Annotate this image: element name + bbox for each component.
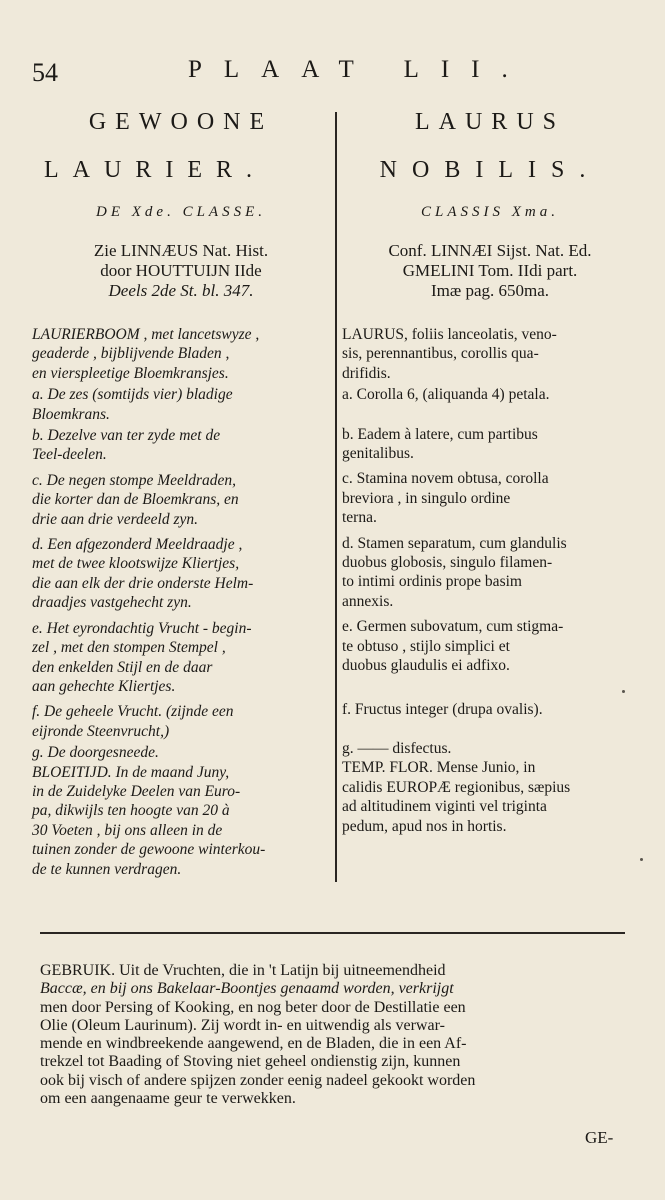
catchword: GE- — [585, 1128, 614, 1147]
left-item-line: Bloemkrans. — [32, 405, 110, 423]
left-classe: DE Xde. CLASSE. — [96, 204, 266, 220]
right-classe: CLASSIS Xma. — [421, 204, 559, 220]
right-item-line: g. —— disfectus. — [342, 739, 452, 757]
right-ref-line1: Conf. LINNÆI Sijst. Nat. Ed. — [388, 241, 592, 260]
horizontal-rule — [40, 932, 625, 934]
right-column-header — [342, 104, 638, 221]
usage-line: om een aangenaame geur te verwekken. — [40, 1090, 296, 1108]
right-item-line: ad altitudinem viginti vel triginta — [342, 798, 547, 816]
right-ref-line2: GMELINI Tom. IIdi part. — [402, 261, 578, 280]
left-column-header — [32, 104, 330, 221]
left-item-line: tuinen zonder de gewoone winterkou- — [32, 841, 266, 859]
page-number: 54 — [32, 58, 58, 87]
right-item-line: to intimi ordinis prope basim — [342, 573, 522, 591]
right-item-line: f. Fructus integer (drupa ovalis). — [342, 700, 543, 718]
right-item-line: duobus globosis, singulo filamen- — [342, 554, 553, 572]
right-item-line: duobus glaudulis ei adfixo. — [342, 657, 510, 675]
plate-heading: PLAAT LII. — [188, 56, 530, 83]
right-item-line: b. Eadem à latere, cum partibus — [342, 425, 538, 443]
column-divider — [335, 112, 337, 882]
left-title-line1: GEWOONE — [88, 109, 274, 135]
left-item-line: en vierspleetige Bloemkransjes. — [32, 364, 229, 382]
usage-line: GEBRUIK. Uit de Vruchten, die in 't Latijn bij uitneemendheid — [40, 962, 446, 979]
left-item-line: draadjes vastgehecht zyn. — [32, 594, 192, 612]
left-item-g — [32, 743, 330, 762]
left-item-line: c. De negen stompe Meeldraden, — [32, 471, 237, 489]
right-item-line: LAURUS, foliis lanceolatis, veno- — [342, 326, 557, 343]
right-title-line2: NOBILIS. — [379, 157, 601, 183]
right-description — [342, 325, 638, 836]
left-item-line: den enkelden Stijl en de daar — [32, 658, 213, 676]
usage-line: mende en windbreekende aangewend, en de Bladen, die in een Af- — [40, 1035, 467, 1053]
left-item-b — [32, 426, 330, 465]
left-item-f — [32, 702, 330, 741]
left-item-line: BLOEITIJD. In de maand Juny, — [32, 763, 230, 781]
right-title-line1: LAURUS — [414, 109, 565, 135]
left-item-line: met de twee klootswijze Kliertjes, — [32, 555, 240, 573]
right-item-line: c. Stamina novem obtusa, corolla — [342, 470, 549, 488]
usage-line: Baccæ, en bij ons Bakelaar-Boontjes genaamd worden, verkrijgt — [40, 980, 454, 998]
right-ref-line3: Imæ pag. 650ma. — [430, 281, 550, 300]
right-flowering-time — [342, 758, 638, 836]
right-item-line: drifidis. — [342, 364, 391, 382]
left-item-line: LAURIERBOOM , met lancetswyze , — [32, 326, 260, 343]
left-ref-line2: door HOUTTUIJN IIde — [100, 261, 262, 280]
usage-line: trekzel tot Baading of Stoving niet geheel ondienstig zijn, kunnen — [40, 1053, 461, 1071]
right-item-main — [342, 325, 638, 383]
right-item-line: e. Germen subovatum, cum stigma- — [342, 618, 564, 636]
left-item-e — [32, 619, 330, 697]
right-item-line: pedum, apud nos in hortis. — [342, 817, 507, 835]
left-item-line: zel , met den stompen Stempel , — [32, 639, 226, 657]
right-item-line: d. Stamen separatum, cum glandulis — [342, 534, 567, 552]
right-item-b — [342, 425, 638, 464]
left-item-line: eijronde Steenvrucht,) — [32, 722, 170, 740]
right-item-line: a. Corolla 6, (aliquanda 4) petala. — [342, 386, 550, 404]
left-item-c — [32, 471, 330, 529]
right-item-line: te obtuso , stijlo simplici et — [342, 637, 510, 655]
left-item-line: drie aan drie verdeeld zyn. — [32, 510, 199, 528]
left-ref-line1: Zie LINNÆUS Nat. Hist. — [93, 241, 269, 260]
left-item-line: a. De zes (somtijds vier) bladige — [32, 386, 233, 404]
right-item-line: genitalibus. — [342, 445, 414, 463]
paper-speck — [622, 690, 625, 693]
right-item-line: breviora , in singulo ordine — [342, 489, 511, 507]
left-item-line: de te kunnen verdragen. — [32, 860, 182, 878]
right-reference — [342, 241, 638, 301]
left-ref-line3: Deels 2de St. bl. 347. — [108, 281, 254, 300]
right-item-f — [342, 700, 638, 719]
usage-line: Olie (Oleum Laurinum). Zij wordt in- en uitwendig als verwar- — [40, 1016, 445, 1034]
left-item-line: geaderde , bijblijvende Bladen , — [32, 345, 230, 363]
left-item-line: aan gehechte Kliertjes. — [32, 677, 176, 695]
left-item-line: g. De doorgesneede. — [32, 744, 159, 762]
usage-paragraph — [40, 962, 630, 1108]
right-item-line: TEMP. FLOR. Mense Junio, in — [342, 759, 536, 777]
right-item-line: calidis EUROPÆ regionibus, sæpius — [342, 778, 571, 796]
left-item-d — [32, 535, 330, 613]
right-item-a — [342, 385, 638, 404]
left-item-line: Teel-deelen. — [32, 446, 107, 464]
left-item-a — [32, 385, 330, 424]
right-item-e — [342, 617, 638, 675]
right-item-line: sis, perennantibus, corollis qua- — [342, 345, 539, 363]
left-item-line: pa, dikwijls ten hoogte van 20 à — [32, 802, 230, 820]
left-item-line: f. De geheele Vrucht. (zijnde een — [32, 703, 234, 721]
usage-line: men door Persing of Kooking, en nog beter door de Destillatie een — [40, 998, 466, 1016]
right-item-c — [342, 469, 638, 527]
right-item-d — [342, 534, 638, 612]
left-item-line: die aan elk der drie onderste Helm- — [32, 574, 254, 592]
right-item-line: annexis. — [342, 592, 394, 610]
left-description — [32, 325, 330, 879]
left-reference — [32, 241, 330, 301]
left-item-line: 30 Voeten , bij ons alleen in de — [32, 821, 223, 839]
left-flowering-time — [32, 763, 330, 879]
left-item-line: die korter dan de Bloemkrans, en — [32, 491, 239, 509]
right-item-g — [342, 739, 638, 758]
left-item-line: b. Dezelve van ter zyde met de — [32, 427, 221, 445]
left-item-line: d. Een afgezonderd Meeldraadje , — [32, 536, 243, 554]
left-title-line2: LAURIER. — [44, 157, 266, 183]
left-item-main — [32, 325, 330, 383]
paper-speck — [640, 858, 643, 861]
left-item-line: e. Het eyrondachtig Vrucht - begin- — [32, 619, 252, 637]
left-item-line: in de Zuidelyke Deelen van Euro- — [32, 782, 241, 800]
usage-line: ook bij visch of andere spijzen zonder eenig nadeel gekookt worden — [40, 1071, 476, 1089]
right-item-line: terna. — [342, 509, 377, 527]
